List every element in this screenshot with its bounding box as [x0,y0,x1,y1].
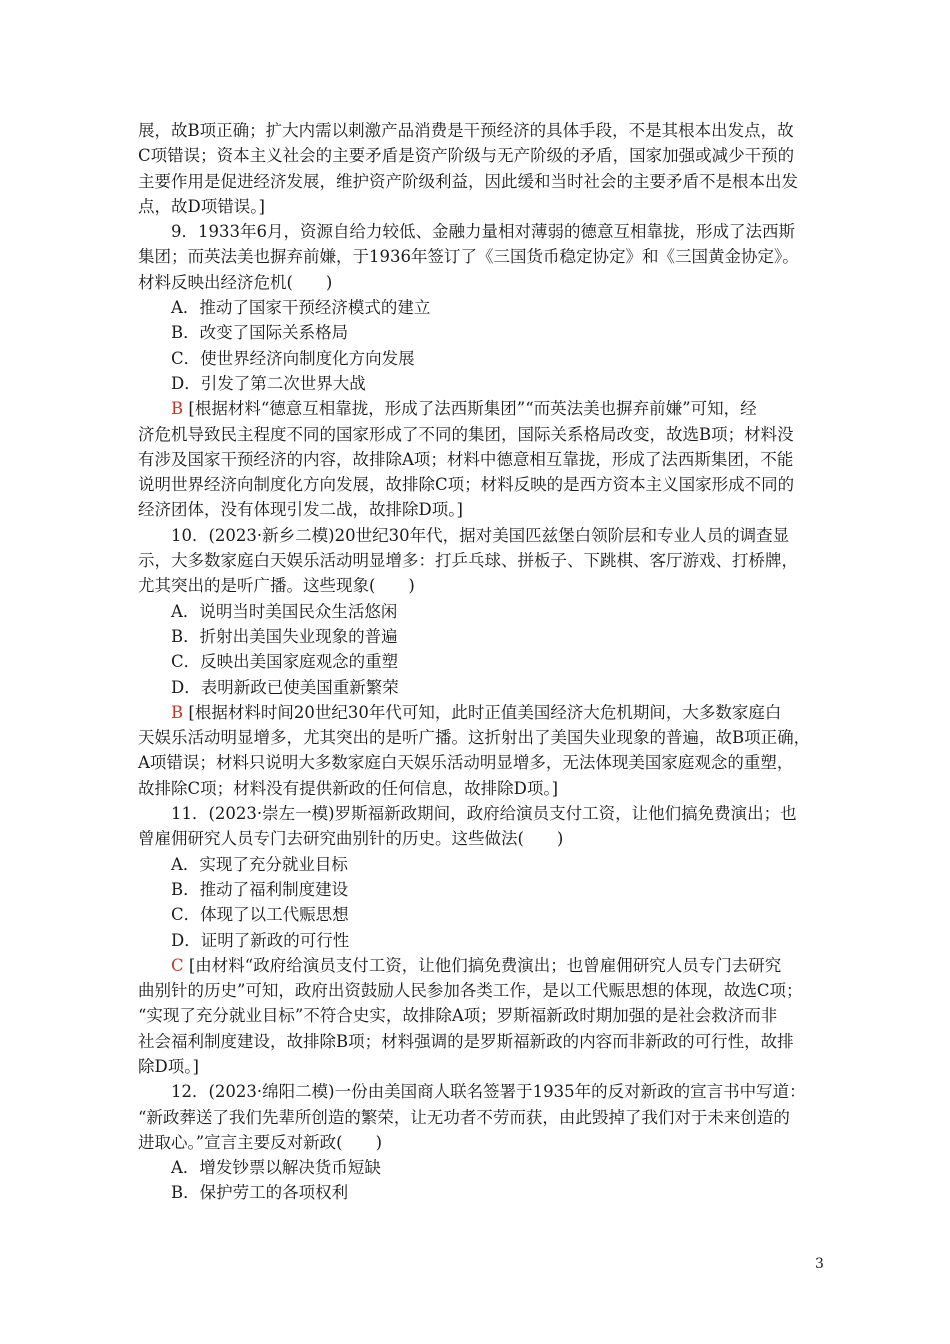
option-d: D．表明新政已使美国重新繁荣 [171,677,399,697]
explanation-line: 经济团体，没有体现引发二战，故排除D项。] [138,500,463,520]
explanation-line: 社会福利制度建设，故排除B项；材料强调的是罗斯福新政的内容而非新政的可行性，故排 [138,1031,794,1051]
text-line: 展，故B项正确；扩大内需以刺激产品消费是干预经济的具体手段，不是其根本出发点，故 [138,121,794,140]
question-stem: 集团；而英法美也摒弃前嫌，于1936年签订了《三国货币稳定协定》和《三国黄金协定》。 [138,247,799,267]
option-c: C．体现了以工代赈思想 [171,905,349,925]
prev-explanation [138,118,814,219]
text-line: 点，故D项错误。] [138,196,265,216]
explanation-line [138,700,814,725]
option-c: C．使世界经济向制度化方向发展 [171,348,415,368]
question-stem: 曾雇佣研究人员专门去研究曲别针的历史。这些做法( ) [138,829,564,849]
explanation-text: [根据材料“德意互相靠拢，形成了法西斯集团”“而英法美也摒弃前嫌”可知，经 [188,399,757,419]
option-d: D．引发了第二次世界大战 [171,373,366,393]
question-10 [138,523,814,801]
answer-letter: B [171,399,184,419]
explanation-text: [由材料“政府给演员支付工资，让他们搞免费演出；也曾雇佣研究人员专门去研究 [188,955,782,975]
question-11 [138,801,814,1079]
option-a: A．说明当时美国民众生活悠闲 [171,601,398,621]
page-number: 3 [815,1256,824,1272]
option-b: B．保护劳工的各项权利 [171,1183,349,1203]
explanation-line: “实现了充分就业目标”不符合史实，故排除A项；罗斯福新政时期加强的是社会救济而非 [138,1006,778,1026]
question-stem: “新政葬送了我们先辈所创造的繁荣，让无功者不劳而获，由此毁掉了我们对于未来创造的 [138,1107,790,1127]
option-a: A．增发钞票以解决货币短缺 [171,1158,381,1178]
text-line: 主要作用是促进经济发展，维护资产阶级利益，因此缓和当时社会的主要矛盾不是根本出发 [138,171,798,191]
option-c: C．反映出美国家庭观念的重塑 [171,652,399,672]
document-page [138,118,814,1206]
question-9 [138,219,814,523]
explanation-text: [根据材料时间20世纪30年代可知，此时正值美国经济大危机期间，大多数家庭白 [188,702,782,722]
explanation-line: 除D项。] [138,1056,199,1076]
question-stem: 9．1933年6月，资源自给力较低、金融力量相对薄弱的德意互相靠拢，形成了法西斯 [171,222,795,242]
explanation-line: 曲别针的历史”可知，政府出资鼓励人民参加各类工作，是以工代赈思想的体现，故选C项； [138,981,803,1001]
option-b: B．折射出美国失业现象的普遍 [171,626,398,646]
question-stem: 示，大多数家庭白天娱乐活动明显增多：打乒乓球、拼板子、下跳棋、客厅游戏、打桥牌， [138,551,798,571]
question-stem: 12．(2023·绵阳二模)一份由美国商人联名签署于1935年的反对新政的宣言书中写道： [171,1082,806,1102]
explanation-line: 故排除C项；材料没有提供新政的任何信息，故排除D项。] [138,778,559,798]
explanation-line: 说明世界经济向制度化方向发展，故排除C项；材料反映的是西方资本主义国家形成不同的 [138,475,795,495]
option-d: D．证明了新政的可行性 [171,930,350,950]
question-stem: 材料反映出经济危机( ) [138,272,333,292]
explanation-line: 济危机导致民主程度不同的国家形成了不同的集团，国际关系格局改变，故选B项；材料没 [138,424,794,444]
explanation-line [138,953,814,978]
explanation-line [138,396,814,421]
question-stem: 尤其突出的是听广播。这些现象( ) [138,576,415,596]
text-line: C项错误；资本主义社会的主要矛盾是资产阶级与无产阶级的矛盾，国家加强或减少干预的 [138,146,795,166]
question-stem: 11．(2023·崇左一模)罗斯福新政期间，政府给演员支付工资，让他们搞免费演出；也 [171,804,797,824]
option-a: A．实现了充分就业目标 [171,854,348,874]
option-b: B．推动了福利制度建设 [171,879,349,899]
explanation-line: 天娱乐活动明显增多，尤其突出的是听广播。这折射出了美国失业现象的普遍，故B项正确， [138,728,811,748]
question-stem: 进取心。”宣言主要反对新政( ) [138,1132,383,1152]
explanation-line: 有涉及国家干预经济的内容，故排除A项；材料中德意相互靠拢，形成了法西斯集团，不能 [138,449,794,469]
option-a: A．推动了国家干预经济模式的建立 [171,298,431,318]
option-b: B．改变了国际关系格局 [171,323,349,343]
question-12 [138,1079,814,1205]
answer-letter: C [171,955,184,975]
explanation-line: A项错误；材料只说明大多数家庭白天娱乐活动明显增多，无法体现美国家庭观念的重塑， [138,753,794,773]
answer-letter: B [171,702,184,722]
question-stem: 10．(2023·新乡二模)20世纪30年代，据对美国匹兹堡白领阶层和专业人员的调查显 [171,525,790,545]
